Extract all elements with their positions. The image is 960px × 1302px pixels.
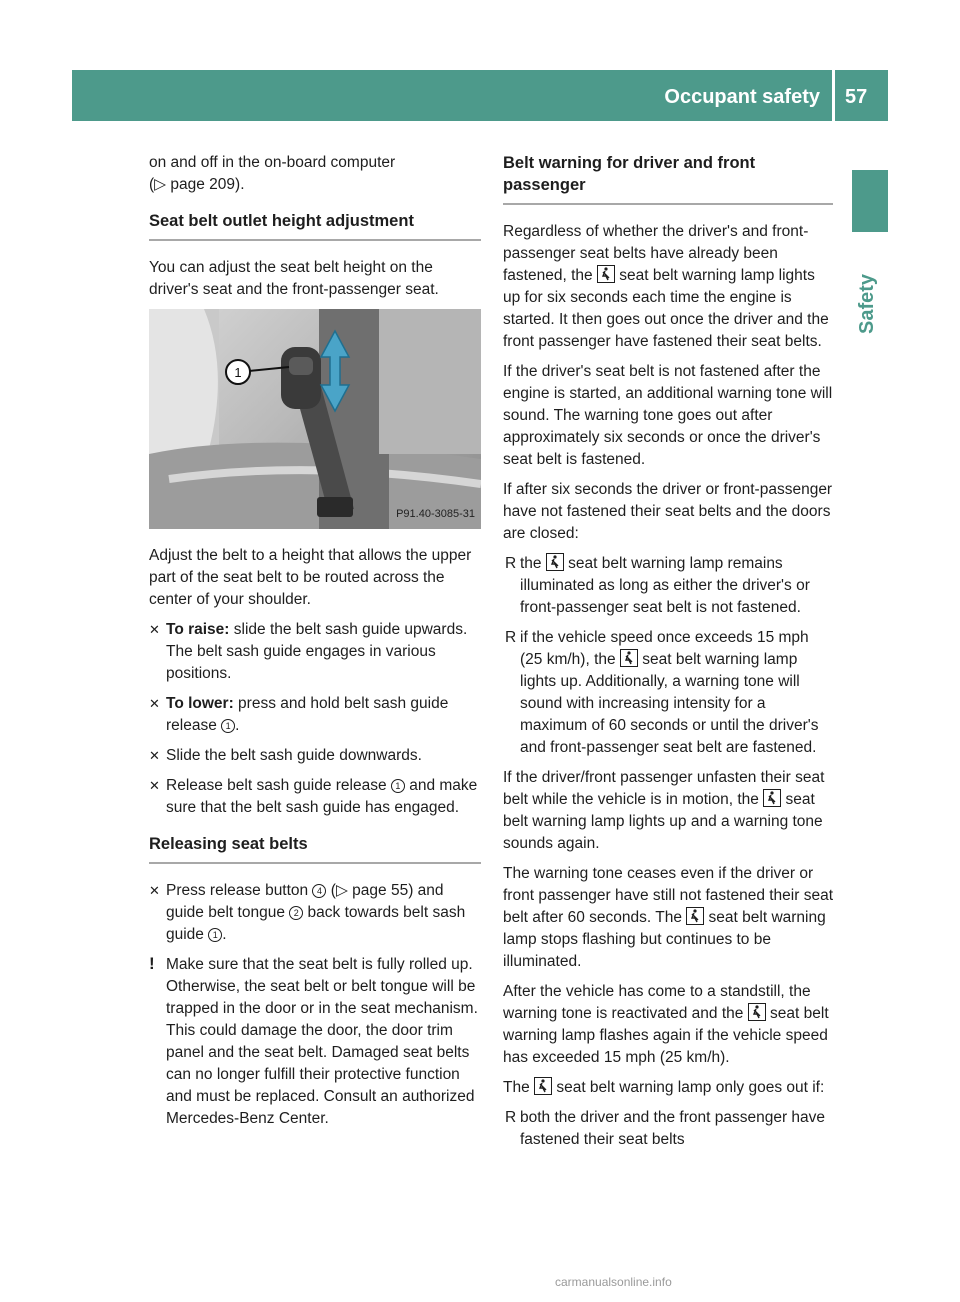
seat-belt-lamp-icon <box>620 649 638 667</box>
seat-belt-lamp-icon <box>748 1003 766 1021</box>
heading-releasing-seat-belts: Releasing seat belts <box>149 835 308 853</box>
seat-belt-lamp-icon <box>546 553 564 571</box>
step-arrow-icon: ✕ <box>149 748 160 763</box>
callout-4-icon: 4 <box>312 884 326 898</box>
header-separator <box>832 70 835 121</box>
callout-1-icon: 1 <box>208 928 222 942</box>
step-raise: ✕ To raise: slide the belt sash guide upwards. The belt sash guide engages in various positions. <box>149 621 468 682</box>
paragraph: If after six seconds the driver or front-passenger have not fastened their seat belts and the doors are closed: <box>503 481 833 542</box>
caution-note: ! Make sure that the seat belt is fully rolled up. Otherwise, the seat belt or belt tongue will be trapped in the door or in the seat mechanism. This could damage the door, the door trim panel and the seat belt. Damaged seat belts can no longer fulfill their protective function and must be replaced. Consult an authorized Mercedes-Benz Center. <box>149 954 478 1127</box>
seat-belt-illustration <box>149 309 481 529</box>
left-column <box>149 152 481 1138</box>
step-release: ✕ Release belt sash guide release 1 and make sure that the belt sash guide has engaged. <box>149 777 478 816</box>
step-press-release: ✕ Press release button 4 (▷ page 55) and guide belt tongue 2 back towards belt sash guide 1 . <box>149 882 466 943</box>
heading-rule <box>503 203 833 205</box>
side-tab-label: Safety <box>856 273 878 334</box>
paragraph: If the driver's seat belt is not fastened after the engine is started, an additional warning tone will sound. The warning tone goes out after approximately six seconds or once the driver's seat belt is fastened. <box>503 363 833 468</box>
paragraph: You can adjust the seat belt height on the driver's seat and the front-passenger seat. <box>149 259 439 298</box>
step-lower: ✕ To lower: press and hold belt sash guide release 1 . <box>149 695 449 734</box>
step-arrow-icon: ✕ <box>149 696 160 711</box>
seat-belt-figure <box>149 309 481 529</box>
step-arrow-icon: ✕ <box>149 883 160 898</box>
step-arrow-icon: ✕ <box>149 622 160 637</box>
figure-code: P91.40-3085-31 <box>396 508 475 520</box>
bullet-marker: R <box>505 555 517 572</box>
bullet-item: R the seat belt warning lamp remains illuminated as long as either the driver's or front-passenger seat belt is not fastened. <box>505 555 810 616</box>
paragraph: Adjust the belt to a height that allows the upper part of the seat belt to be routed across the center of your shoulder. <box>149 547 472 608</box>
paragraph: The warning tone ceases even if the driver or front passenger have still not fastened their seat belt after 60 seconds. The seat belt warning lamp stops flashing but continues to be illuminated. <box>503 865 834 970</box>
exclamation-icon: ! <box>149 954 155 973</box>
figure-callout-label: 1 <box>234 365 242 380</box>
callout-1-icon: 1 <box>221 719 235 733</box>
bullet-marker: R <box>505 1109 517 1126</box>
callout-1-icon: 1 <box>391 779 405 793</box>
watermark: carmanualsonline.info <box>555 1275 672 1289</box>
right-column <box>503 152 833 1159</box>
step-slide: ✕ Slide the belt sash guide downwards. <box>149 745 481 767</box>
paragraph: Regardless of whether the driver's and front-passenger seat belts have already been fastened, the seat belt warning lamp lights up for six seconds each time the engine is started. It then goes out once the driver and the front passenger have fastened their seat belts. <box>503 223 829 350</box>
seat-belt-lamp-icon <box>686 907 704 925</box>
bullet-item: R if the vehicle speed once exceeds 15 mph (25 km/h), the seat belt warning lamp lights up. Additionally, a warning tone will sound with increasing intensity for a maximum of 60 seconds or until the driver's and front-passenger seat belt are fastened. <box>505 629 819 756</box>
step-arrow-icon: ✕ <box>149 778 160 793</box>
heading-seat-belt-outlet: Seat belt outlet height adjustment <box>149 212 414 230</box>
heading-belt-warning: Belt warning for driver and front passenger <box>503 154 756 194</box>
heading-rule <box>149 239 481 241</box>
side-tab-block <box>852 170 888 232</box>
bullet-marker: R <box>505 629 517 646</box>
section-title: Occupant safety <box>664 86 820 108</box>
intro-paragraph: on and off in the on-board computer (▷ page 209). <box>149 154 396 193</box>
paragraph: After the vehicle has come to a standstill, the warning tone is reactivated and the seat belt warning lamp flashes again if the vehicle speed has exceeded 15 mph (25 km/h). <box>503 983 829 1066</box>
bullet-item: R both the driver and the front passenger have fastened their seat belts <box>505 1109 826 1148</box>
heading-rule <box>149 862 481 864</box>
paragraph: If the driver/front passenger unfasten their seat belt while the vehicle is in motion, the seat belt warning lamp lights up and a warning tone sounds again. <box>503 769 825 852</box>
seat-belt-lamp-icon <box>763 789 781 807</box>
paragraph: The seat belt warning lamp only goes out if: <box>503 1079 825 1096</box>
page-number: 57 <box>845 86 868 108</box>
seat-belt-lamp-icon <box>597 265 615 283</box>
callout-2-icon: 2 <box>289 906 303 920</box>
seat-belt-lamp-icon <box>534 1077 552 1095</box>
